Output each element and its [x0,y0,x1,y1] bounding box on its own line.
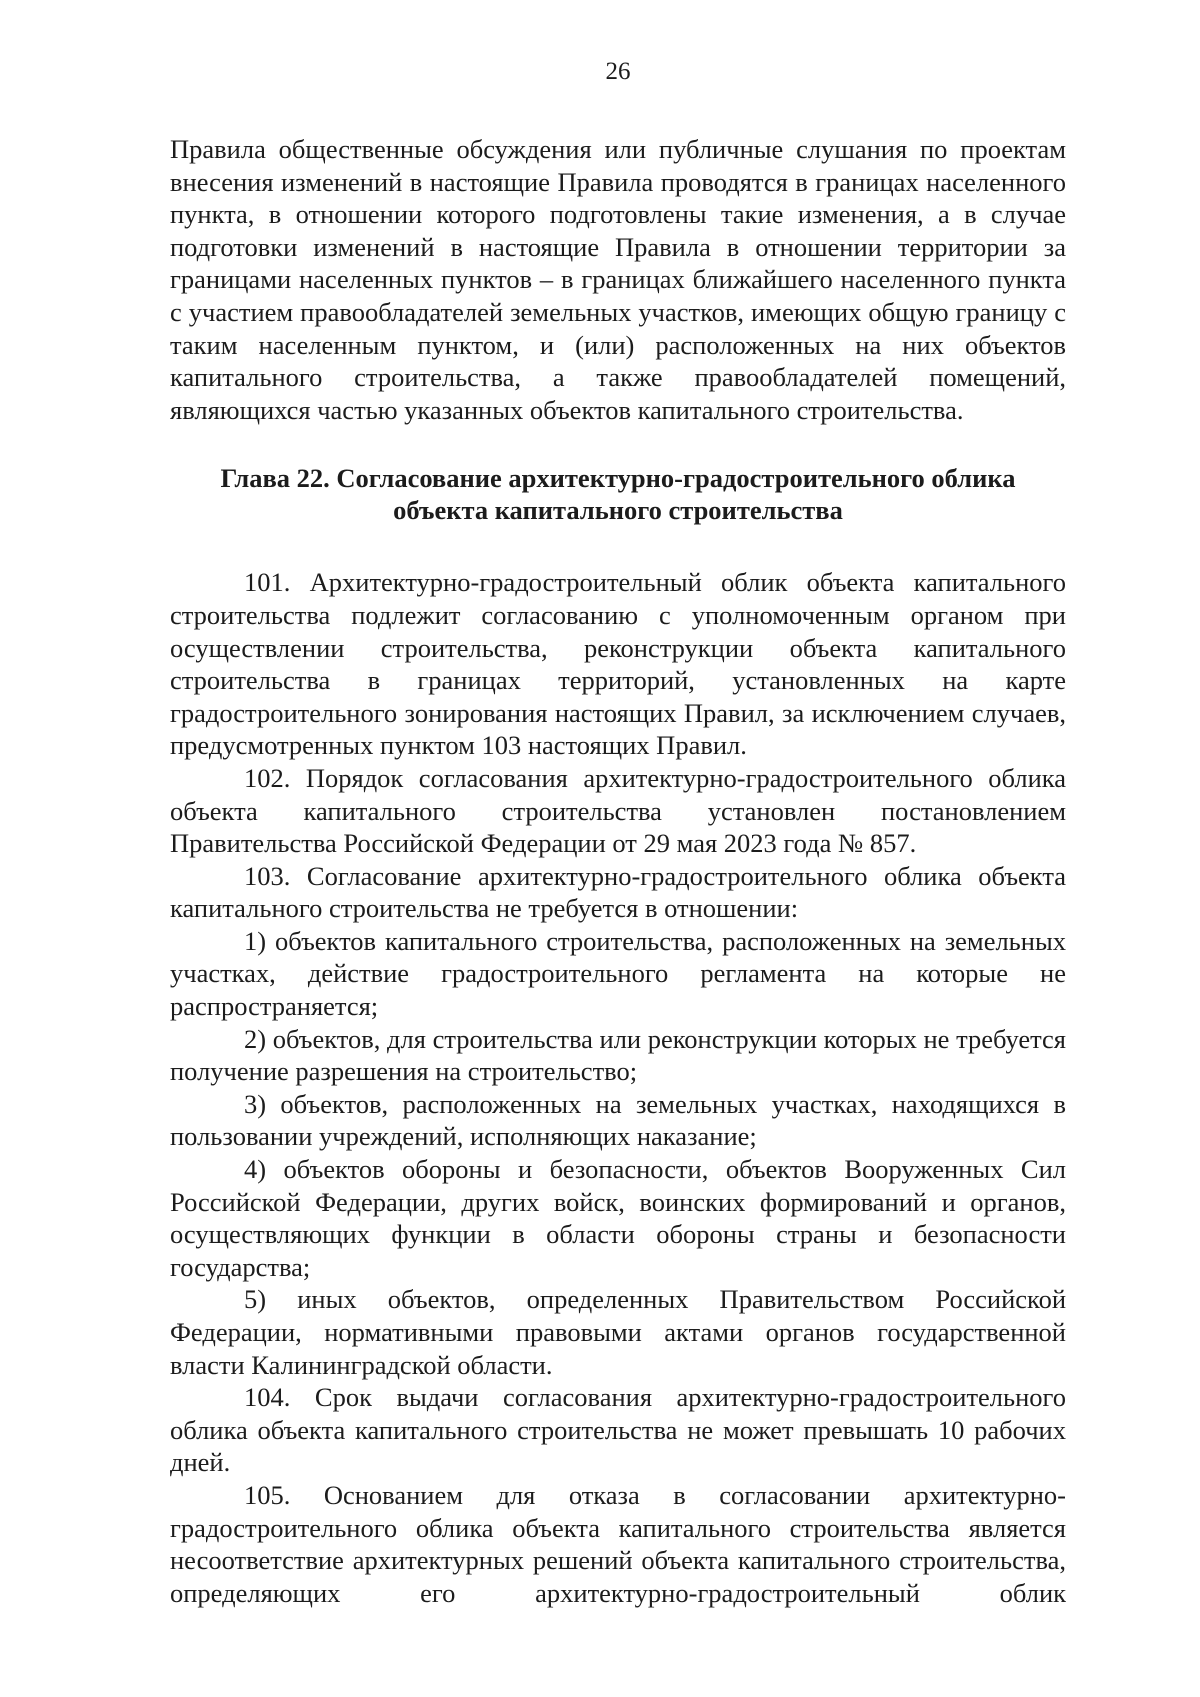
paragraph-103: 103. Согласование архитектурно-градостроительного облика объекта капитального строительства не требуется в отношении: [170,860,1066,924]
paragraph-105: 105. Основанием для отказа в согласовании архитектурно-градостроительного облика объекта капитального строительства является несоответствие архитектурных решений объекта капитального строительства, определяющих его архитектурно-градостроительный облик [170,1479,1066,1608]
page-number: 26 [605,58,631,85]
paragraph-101: 101. Архитектурно-градостроительный облик объекта капитального строительства подлежит согласованию с уполномоченным органом при осуществлении строительства, реконструкции объекта капитального строительства в границах территорий, установленных на карте градостроительного зонирования настоящих Правил, за исключением случаев, предусмотренных пунктом 103 настоящих Правил. [170,567,1066,761]
list-item-4: 4) объектов обороны и безопасности, объектов Вооруженных Сил Российской Федерации, других войск, воинских формирований и органов, осуществляющих функции в области обороны страны и безопасности государства; [170,1154,1066,1282]
chapter-heading [170,462,1066,526]
paragraph-102: 102. Порядок согласования архитектурно-градостроительного облика объекта капитального строительства установлен постановлением Правительства Российской Федерации от 29 мая 2023 года № 857. [170,762,1066,859]
chapter-title-line-1: Глава 22. Согласование архитектурно-градостроительного облика [220,463,1016,494]
chapter-title-line-2: объекта капитального строительства [393,495,843,526]
paragraph-104: 104. Срок выдачи согласования архитектурно-градостроительного облика объекта капитального строительства не может превышать 10 рабочих дней. [170,1382,1066,1478]
list-item-1: 1) объектов капитального строительства, расположенных на земельных участках, действие градостроительного регламента на которые не распространяется; [170,925,1066,1022]
list-item-5: 5) иных объектов, определенных Правительством Российской Федерации, нормативными правовыми актами органов государственной власти Калининградской области. [170,1284,1066,1380]
intro-paragraph: Правила общественные обсуждения или публичные слушания по проектам внесения изменений в настоящие Правила проводятся в границах населенного пункта, в отношении которого подготовлены такие изменения, а в случае подготовки изменений в настоящие Правила в отношении территории за границами населенных пунктов – в границах ближайшего населенного пункта с участием правообладателей земельных участков, имеющих общую границу с таким населенным пунктом, и (или) расположенных на них объектов капитального строительства, а также правообладателей помещений, являющихся частью указанных объектов капитального строительства. [170,134,1066,425]
list-item-2: 2) объектов, для строительства или реконструкции которых не требуется получение разрешения на строительство; [170,1023,1066,1087]
list-item-3: 3) объектов, расположенных на земельных участках, находящихся в пользовании учреждений, исполняющих наказание; [170,1088,1066,1152]
